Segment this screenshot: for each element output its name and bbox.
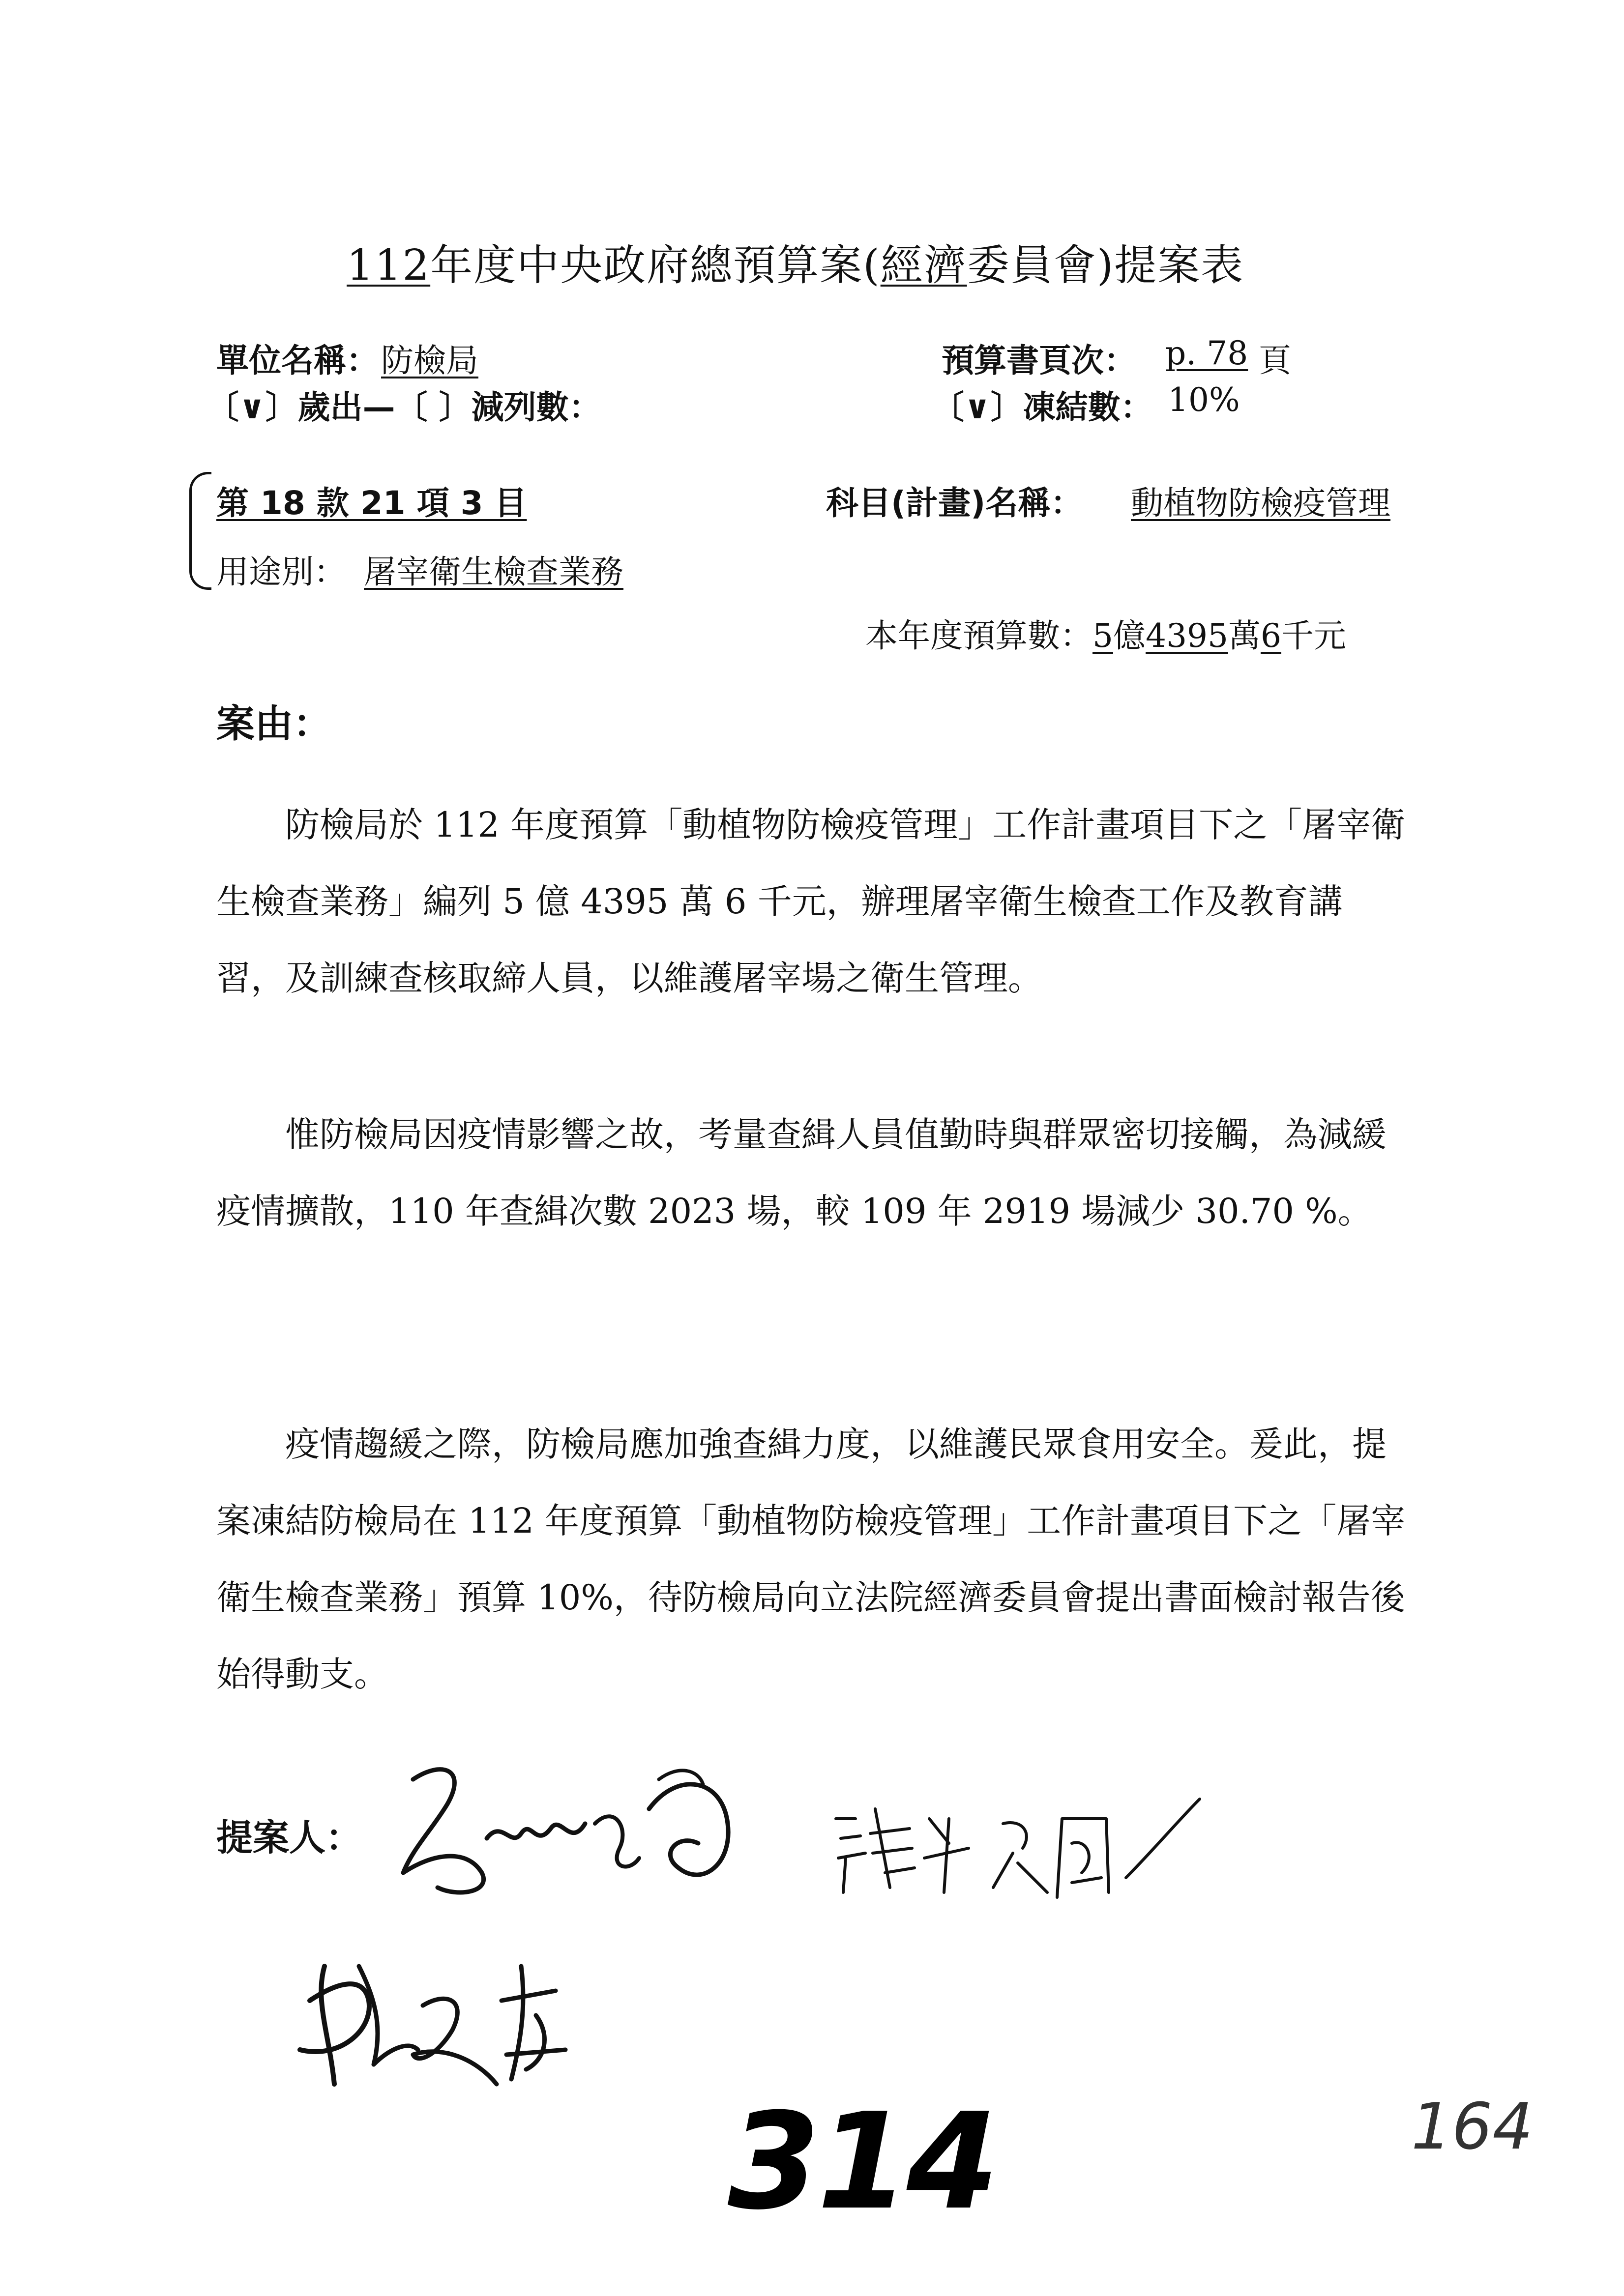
item-code: 第 18 款 21 項 3 目	[216, 484, 527, 522]
signature-1	[384, 1750, 757, 1912]
expenditure-checkbox-line: 〔∨〕歲出—〔 〕減列數：	[207, 388, 601, 426]
annual-budget-unit: 千元	[1281, 617, 1346, 655]
title-mid: 年度中央政府總預算案(	[430, 241, 881, 290]
freeze-value: 10%	[1168, 381, 1240, 419]
unit-label: 單位名稱：	[216, 342, 379, 379]
title-end: 委員會)提案表	[967, 241, 1244, 290]
item-brace	[189, 472, 211, 590]
freeze-checkbox-label: 〔∨〕凍結數：	[932, 388, 1153, 426]
annual-budget	[865, 610, 1346, 656]
reason-paragraph-3: 疫情趨緩之際，防檢局應加強查緝力度，以維護民眾食用安全。爰此，提案凍結防檢局在 112 年度預算「動植物防檢疫管理」工作計畫項目下之「屠宰衛生檢查業務」預算 10%，待防檢局向立法院經濟委員會提出書面檢討報告後始得動支。	[216, 1424, 1406, 1694]
budget-page-label: 預算書頁次：	[942, 342, 1136, 379]
signature-2	[826, 1789, 1210, 1912]
budget-page-suffix: 頁	[1259, 342, 1291, 379]
page-number-small: 164	[1411, 2089, 1534, 2164]
annual-budget-yi-num: 5	[1093, 617, 1113, 655]
purpose-value: 屠宰衛生檢查業務	[364, 553, 623, 591]
subject-value: 動植物防檢疫管理	[1131, 484, 1390, 522]
annual-budget-qian-num: 6	[1260, 617, 1281, 655]
page-number: 314	[728, 2084, 996, 2239]
annual-budget-yi: 億	[1113, 617, 1146, 655]
title-committee: 經濟	[880, 241, 967, 290]
subject-label: 科目(計畫)名稱：	[826, 484, 1083, 522]
page-title	[347, 231, 1244, 292]
title-year: 112	[347, 241, 431, 290]
proposer-label: 提案人：	[216, 1817, 362, 1859]
signature-3	[290, 1937, 664, 2104]
annual-budget-wan-num: 4395	[1146, 617, 1228, 655]
reason-paragraph-2: 惟防檢局因疫情影響之故，考量查緝人員值勤時與群眾密切接觸，為減緩疫情擴散，110 年查緝次數 2023 場，較 109 年 2919 場減少 30.70 %。	[216, 1114, 1387, 1231]
annual-budget-label: 本年度預算數：	[865, 617, 1093, 655]
reason-heading: 案由：	[216, 702, 332, 746]
budget-page-value: p. 78	[1165, 334, 1248, 372]
annual-budget-wan: 萬	[1228, 617, 1261, 655]
purpose-label: 用途別：	[216, 553, 346, 591]
reason-paragraph-1: 防檢局於 112 年度預算「動植物防檢疫管理」工作計畫項目下之「屠宰衛生檢查業務」編列 5 億 4395 萬 6 千元，辦理屠宰衛生檢查工作及教育講習，及訓練查核取締人員，以維護屠宰場之衛生管理。	[216, 805, 1406, 998]
unit-value: 防檢局	[381, 342, 478, 379]
